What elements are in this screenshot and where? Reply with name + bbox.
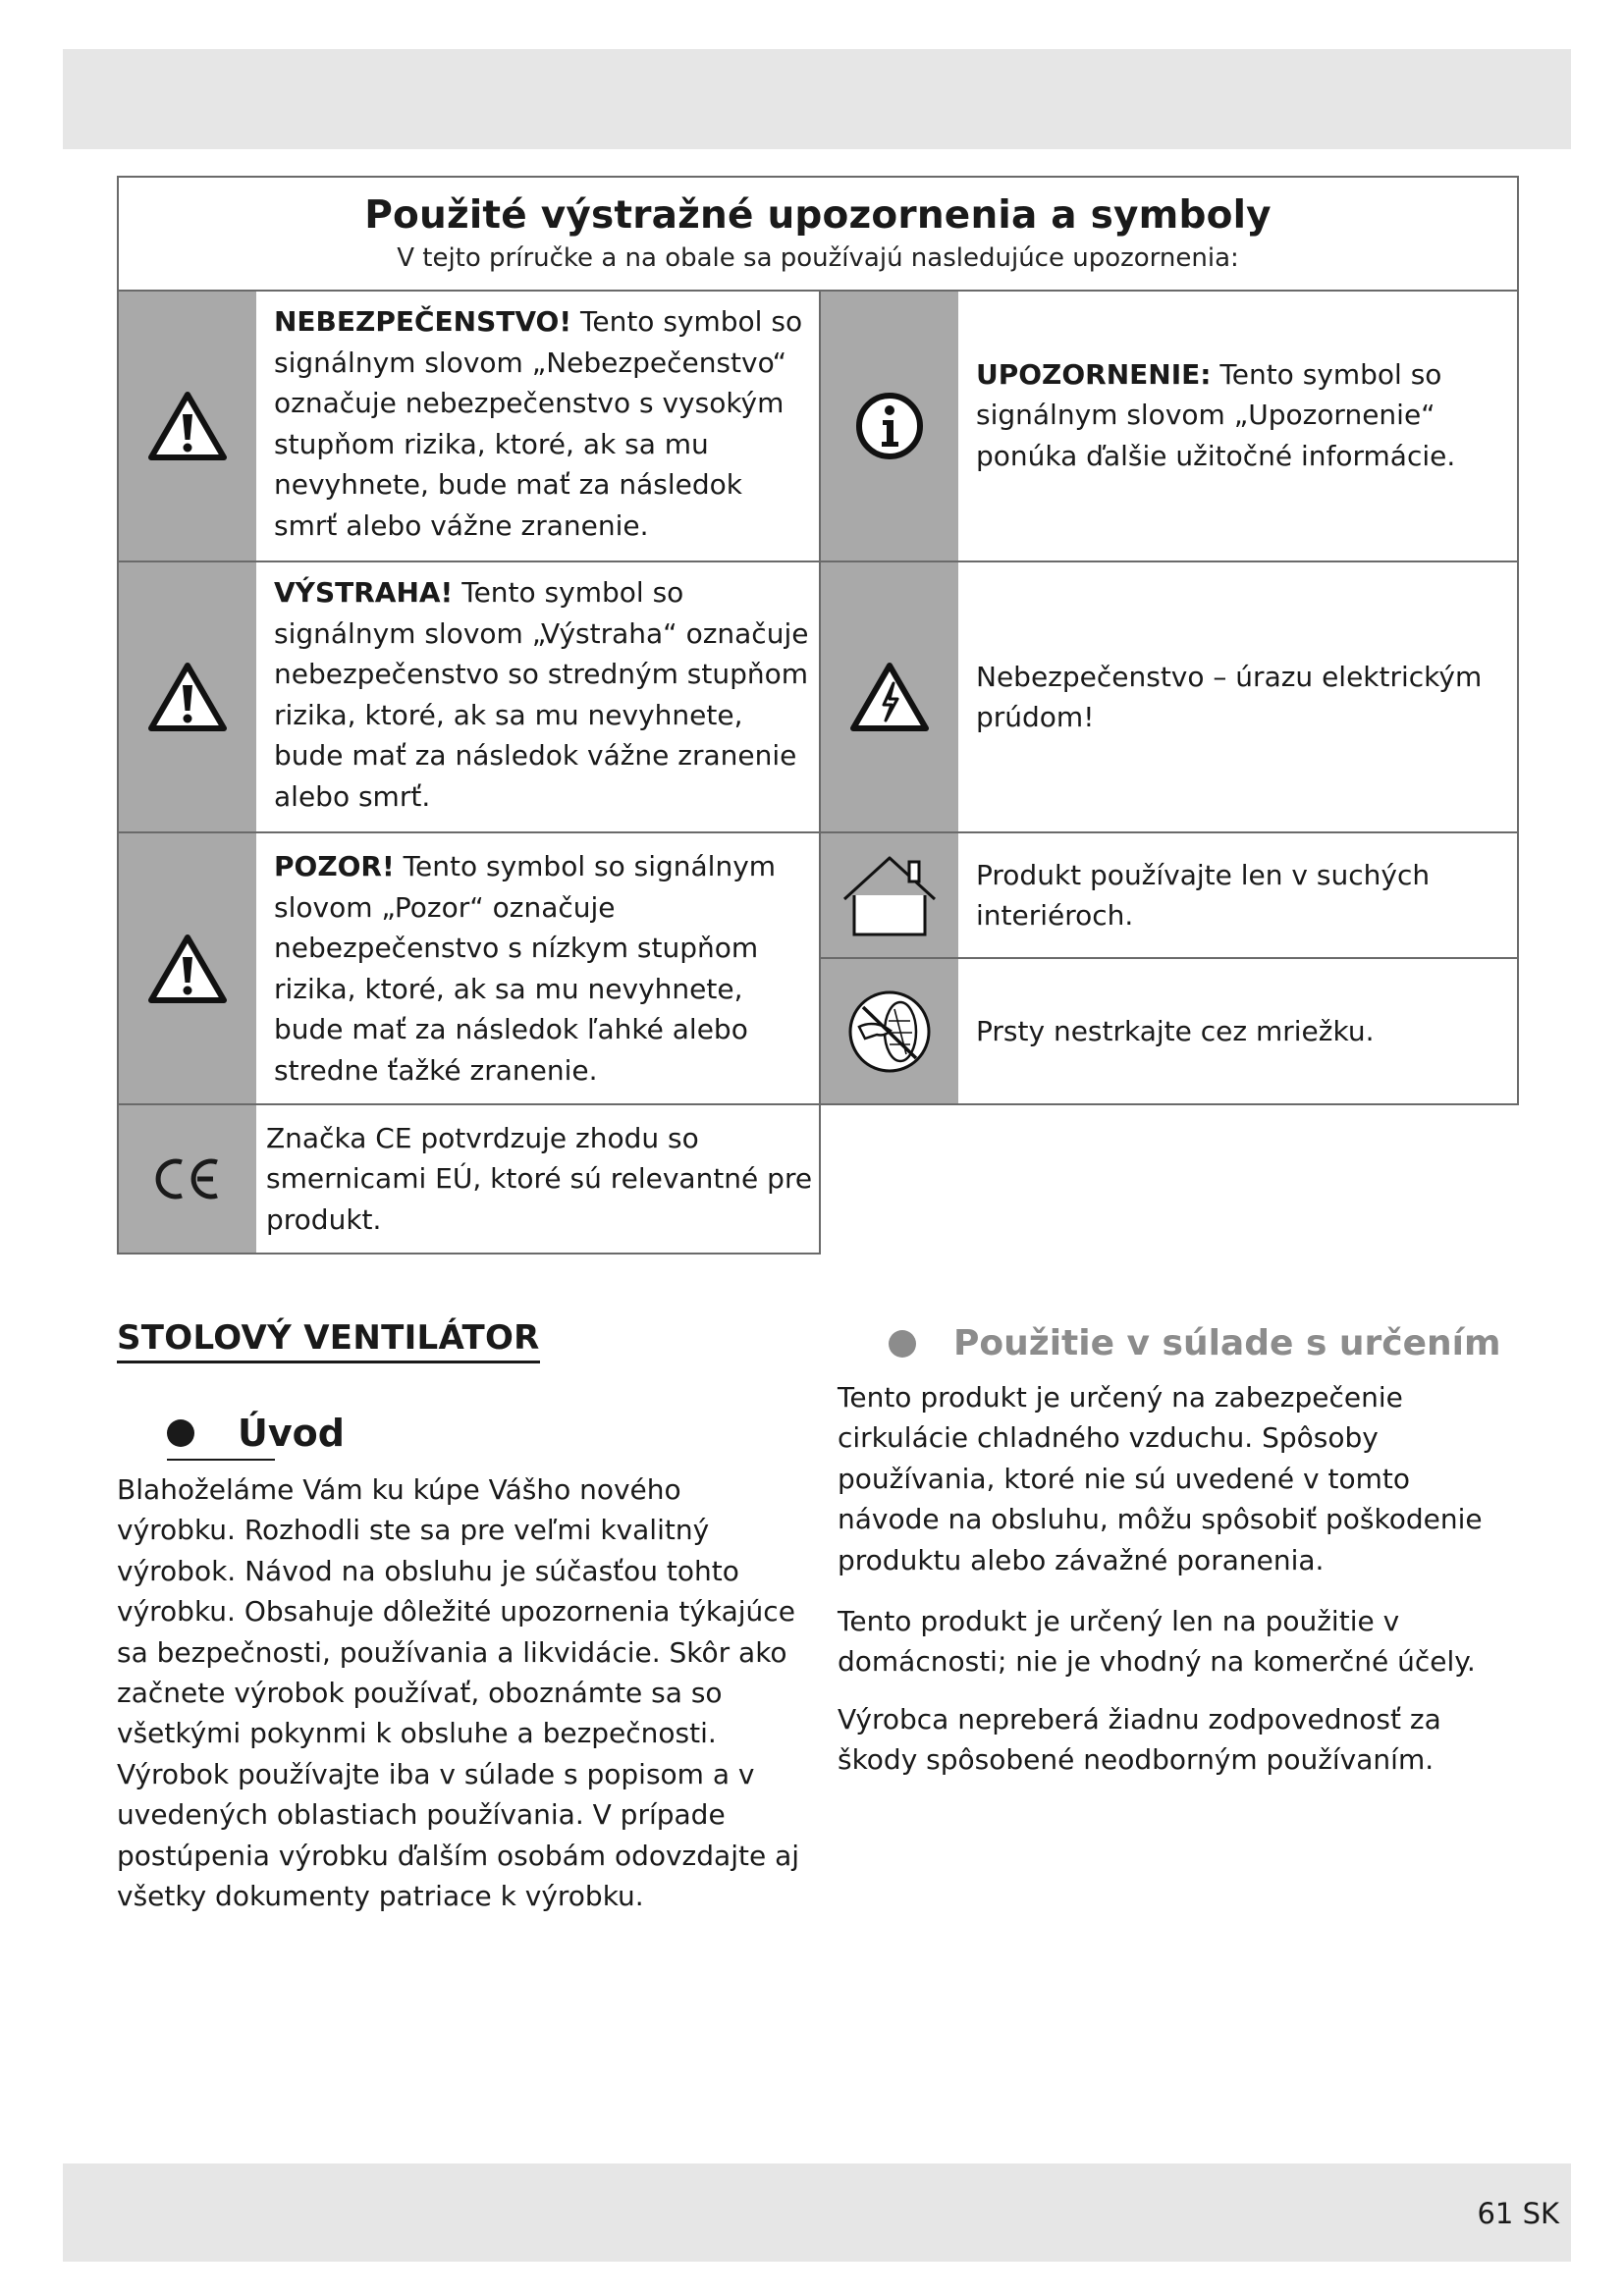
indoor-text: Produkt používajte len v suchých interiéroch. xyxy=(976,858,1431,932)
footer-band xyxy=(63,2163,1571,2262)
fingers-text: Prsty nestrkajte cez mriežku. xyxy=(976,1014,1375,1047)
intro-text: Blahoželáme Vám ku kúpe Vášho nového výrobku. Rozhodli ste sa pre veľmi kvalitný výrobok. Návod na obsluhu je súčasťou tohto výrobku. Obsahuje dôležité upozornenia týkajúce sa bezpečnosti, používania a likvidácie. Skôr ako začnete výrobok používať, oboznámte sa so všetkými pokynmi k obsluhe a bezpečnosti. Výrobok používajte iba v súlade s popisom a v uvedených oblastiach používania. V prípade postúpenia výrobku ďalším osobám odovzdajte aj všetky dokumenty patriace k výrobku. xyxy=(117,1473,800,1913)
intro-heading-underline xyxy=(167,1459,275,1461)
danger-icon-cell xyxy=(119,292,256,561)
product-title: STOLOVÝ VENTILÁTOR xyxy=(117,1318,540,1363)
ce-icon-cell xyxy=(119,1105,256,1253)
warning-triangle-icon xyxy=(148,662,227,732)
electric-text: Nebezpečenstvo – úrazu elektrickým prúdom! xyxy=(976,660,1483,733)
intended-use-paragraph-3: Výrobca nepreberá žiadnu zodpovednosť za škody spôsobené neodborným používaním. xyxy=(838,1703,1441,1777)
warning-triangle-icon xyxy=(148,934,227,1004)
indoor-row xyxy=(819,831,1519,959)
fingers-icon-cell xyxy=(821,959,958,1103)
indoor-icon-cell xyxy=(821,833,958,957)
bullet-icon xyxy=(889,1330,916,1358)
warnings-header xyxy=(117,176,1519,292)
electric-icon-cell xyxy=(821,562,958,831)
caution-icon-cell xyxy=(119,833,256,1103)
warnings-table xyxy=(117,176,1519,1255)
warning-icon-cell xyxy=(119,562,256,831)
ce-text: Značka CE potvrdzuje zhodu so smernicami EÚ, ktoré sú relevantné pre produkt. xyxy=(266,1121,813,1236)
intro-heading-label: Úvod xyxy=(238,1412,345,1455)
intended-use-paragraph-2: Tento produkt je určený len na použitie v domácnosti; nie je vhodný na komerčné účely. xyxy=(838,1605,1476,1679)
ce-mark-icon xyxy=(152,1154,223,1203)
intended-use-heading xyxy=(889,1323,1501,1363)
caution-label: POZOR! xyxy=(274,850,395,882)
warning-triangle-icon xyxy=(148,391,227,461)
note-text: UPOZORNENIE: Tento symbol so signálnym slovom „Upozornenie“ ponúka ďalšie užitočné informácie. xyxy=(976,357,1456,472)
header-band xyxy=(63,49,1571,149)
note-icon-cell xyxy=(821,292,958,561)
note-row xyxy=(819,290,1519,562)
intro-heading xyxy=(167,1412,345,1455)
warning-row xyxy=(117,561,821,833)
bullet-icon xyxy=(167,1419,194,1447)
page-number: 61 SK xyxy=(1477,2197,1559,2230)
danger-label: NEBEZPEČENSTVO! xyxy=(274,305,572,338)
fingers-row xyxy=(819,957,1519,1105)
ce-row xyxy=(117,1103,821,1255)
caution-row xyxy=(117,831,821,1105)
warning-text: VÝSTRAHA! Tento symbol so signálnym slovom „Výstraha“ označuje nebezpečenstvo so stredným stupňom rizika, ktoré, ak sa mu nevyhnete, bude mať za následok vážne zranenie alebo smrť. xyxy=(274,576,809,813)
info-icon xyxy=(854,391,925,461)
intended-use-paragraph-1: Tento produkt je určený na zabezpečenie cirkulácie chladného vzduchu. Spôsoby používania, ktoré nie sú uvedené v tomto návode na obsluhu, môžu spôsobiť poškodenie produktu alebo závažné poranenia. xyxy=(838,1381,1483,1576)
electric-shock-icon xyxy=(850,662,929,732)
warnings-subtitle: V tejto príručke a na obale sa používajú nasledujúce upozornenia: xyxy=(397,243,1239,273)
house-icon xyxy=(840,852,939,938)
danger-text: NEBEZPEČENSTVO! Tento symbol so signálnym slovom „Nebezpečenstvo“ označuje nebezpečenstvo s vysokým stupňom rizika, ktoré, ak sa mu nevyhnete, bude mať za následok smrť alebo vážne zranenie. xyxy=(274,305,803,542)
caution-text: POZOR! Tento symbol so signálnym slovom „Pozor“ označuje nebezpečenstvo s nízkym stupňom rizika, ktoré, ak sa mu nevyhnete, bude mať za následok ľahké alebo stredne ťažké zranenie. xyxy=(274,850,777,1087)
no-fingers-icon xyxy=(845,988,934,1076)
danger-row xyxy=(117,290,821,562)
intended-use-heading-label: Použitie v súlade s určením xyxy=(953,1323,1501,1363)
electric-row xyxy=(819,561,1519,833)
warning-label: VÝSTRAHA! xyxy=(274,576,454,609)
note-label: UPOZORNENIE: xyxy=(976,357,1212,391)
warnings-title: Použité výstražné upozornenia a symboly xyxy=(364,193,1272,238)
